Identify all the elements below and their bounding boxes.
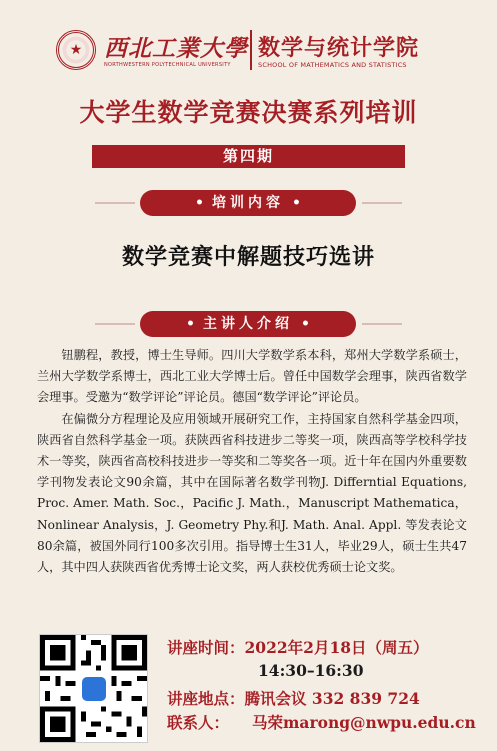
- time-value: 2022年2月18日（周五）: [244, 638, 429, 657]
- bio-paragraph: 在偏微分方程理论及应用领域开展研究工作，主持国家自然科学基金四项，陕西省自然科学基金一项。获陕西省科技进步二等奖一项，陕西高等学校科学技术一等奖，陕西省高校科技进步一等奖和二等奖各一项。近十年在国内外重要数学刊物发表论文90余篇，其中在国际著名数学刊物J. Differntial Equations, Proc. Amer. Math. Soc.，Pacific J. Math.，Manuscript Mathematica，Nonlinear Analysis，J. Geometry Phy.和J. Math. Anal. Appl. 等发表论文80余篇，被国外同行100多次引用。指导博士生31人，毕业29人，硕士生共47人，其中四人获陕西省优秀博士论文奖，两人获校优秀硕士论文奖。: [37, 411, 467, 575]
- university-name-cn: 西北工業大學: [104, 35, 248, 62]
- section-line-left: [95, 323, 135, 325]
- contact-value[interactable]: 马荣marong@nwpu.edu.cn: [252, 713, 476, 732]
- section-pill: • 主讲人介绍 •: [140, 311, 356, 337]
- place-label: 讲座地点：: [167, 689, 245, 708]
- contact-label: 联系人：: [167, 713, 230, 732]
- section-line-right: [362, 323, 402, 325]
- section-label: 主讲人介绍: [203, 316, 293, 332]
- section-header-speaker: [0, 311, 497, 337]
- section-line-left: [95, 202, 135, 204]
- qr-center: [79, 674, 109, 704]
- school-name-en: SCHOOL OF MATHEMATICS AND STATISTICS: [258, 61, 407, 69]
- qr-code-icon[interactable]: [39, 634, 148, 743]
- speaker-bio: [37, 345, 467, 578]
- section-label: 培训内容: [212, 195, 284, 211]
- university-seal-icon: ★: [56, 30, 96, 70]
- school-name-cn: 数学与统计学院: [258, 35, 420, 61]
- lecture-time-range: 14:30–16:30: [258, 661, 364, 680]
- lecture-time: [167, 636, 429, 658]
- issue-banner: 第四期: [92, 145, 405, 168]
- lecture-place: [167, 687, 420, 709]
- time-label: 讲座时间：: [167, 638, 245, 657]
- section-line-right: [362, 202, 402, 204]
- bio-paragraph: 钮鹏程，教授，博士生导师。四川大学数学系本科，郑州大学数学系硕士，兰州大学数学系博士，西北工业大学博士后。曾任中国数学会理事，陕西省数学会理事。受邀为“数学评论”评论员。德国“数学评论”评论员。: [37, 348, 467, 405]
- lecture-topic: 数学竞赛中解题技巧选讲: [121, 244, 375, 270]
- section-pill: • 培训内容 •: [140, 190, 356, 216]
- place-value: 腾讯会议 332 839 724: [244, 689, 420, 708]
- section-header-content: [0, 190, 497, 216]
- header: [0, 0, 497, 80]
- page-title: 大学生数学竞赛决赛系列培训: [79, 98, 418, 127]
- university-name-en: NORTHWESTERN POLYTECHNICAL UNIVERSITY: [104, 62, 231, 68]
- contact: [167, 711, 476, 733]
- header-divider: [250, 30, 252, 70]
- tencent-meeting-icon: [82, 677, 106, 701]
